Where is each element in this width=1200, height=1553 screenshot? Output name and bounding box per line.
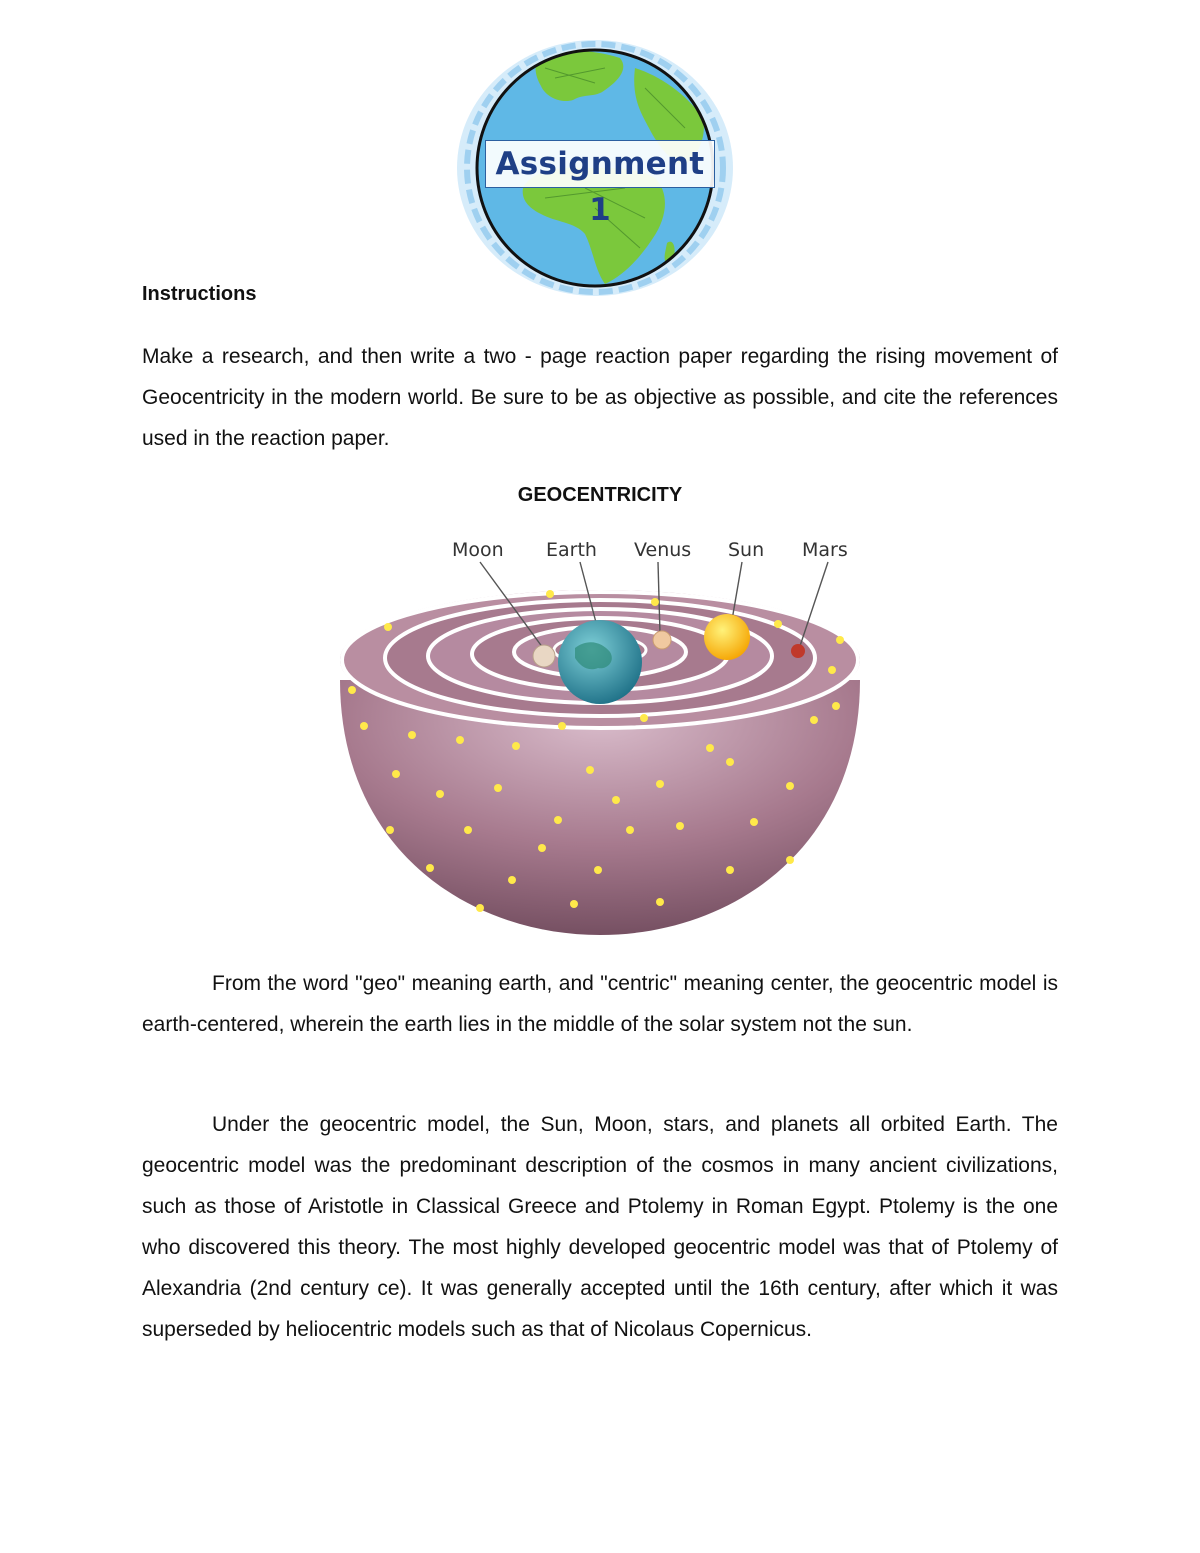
section-title: GEOCENTRICITY	[517, 484, 683, 506]
paragraph-definition: From the word "geo" meaning earth, and "centric" meaning center, the geocentric model is earth-centered, wherein the earth lies in the middle of the solar system not the sun.	[142, 972, 1058, 1036]
label-moon: Moon	[452, 539, 504, 561]
venus-body	[653, 631, 671, 649]
sun-body	[704, 614, 750, 660]
geocentric-diagram	[330, 530, 870, 940]
mars-body	[791, 644, 805, 658]
label-venus: Venus	[634, 539, 692, 561]
label-earth: Earth	[546, 539, 597, 561]
assignment-title: Assignment 1	[485, 140, 715, 188]
instructions-heading: Instructions	[142, 283, 257, 305]
assignment-logo	[445, 38, 745, 296]
moon-body	[533, 645, 555, 667]
label-mars: Mars	[802, 539, 848, 561]
geocentric-model-illustration	[330, 530, 870, 940]
instructions-body: Make a research, and then write a two - page reaction paper regarding the rising movement of Geocentricity in the modern world. Be sure to be as objective as possible, and cite the references used in the reaction paper.	[142, 345, 1058, 450]
paragraph-history: Under the geocentric model, the Sun, Moon, stars, and planets all orbited Earth. The geocentric model was the predominant description of the cosmos in many ancient civilizations, such as those of Aristotle in Classical Greece and Ptolemy in Roman Egypt. Ptolemy is the one who discovered this theory. The most highly developed geocentric model was that of Ptolemy of Alexandria (2nd century ce). It was generally accepted until the 16th century, after which it was superseded by heliocentric models such as that of Nicolaus Copernicus.	[142, 1113, 1058, 1341]
label-sun: Sun	[728, 539, 765, 561]
